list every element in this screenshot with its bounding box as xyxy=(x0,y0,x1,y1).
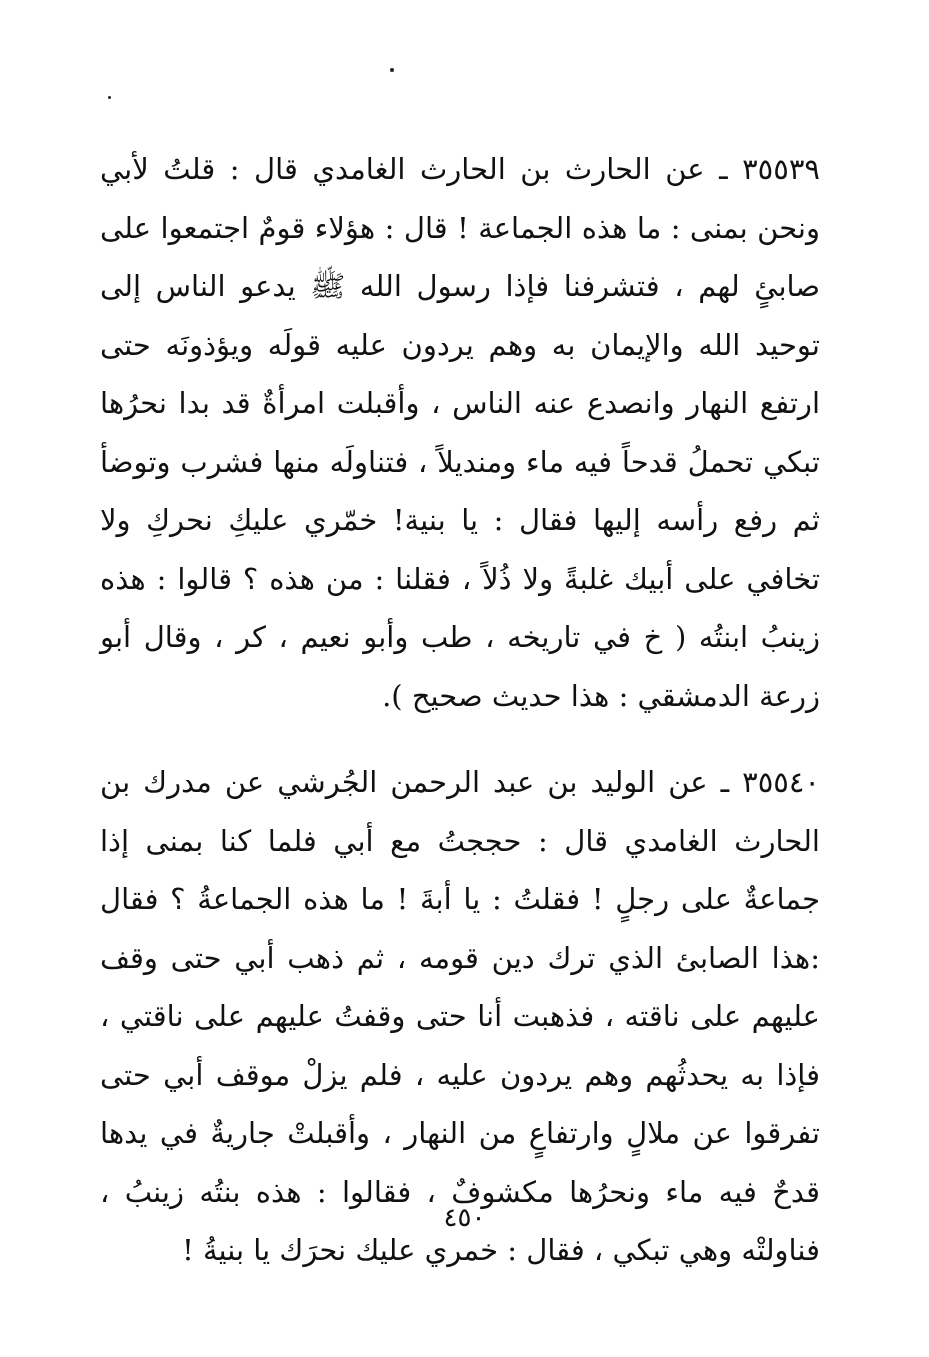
hadith-text: ـ عن الحارث بن الحارث الغامدي قال : قلتُ لأبي ونحن بمنى : ما هذه الجماعة ! قال : هؤلاء قومٌ اجتمعوا على صابئٍ لهم ، فتشرفنا فإذا رسول الله ﷺ يدعو الناس إلى توحيد الله والإيمان به وهم يردون عليه قولَه ويؤذونَه حتى ارتفع النهار وانصدع عنه الناس ، وأقبلت امرأةٌ قد بدا نحرُها تبكي تحملُ قدحاً فيه ماء ومنديلاً ، فتناولَه منها فشرب وتوضأ ثم رفع رأسه إليها فقال : يا بنية! خمّري عليكِ نحركِ ولا تخافي على أبيك غلبةً ولا ذُلاً ، فقلنا : من هذه ؟ قالوا : هذه زينبُ ابنتُه ( خ في تاريخه ، طب وأبو نعيم ، كر ، وقال أبو زرعة الدمشقي : هذا حديث صحيح ). xyxy=(100,152,820,713)
hadith-text: ـ عن الوليد بن عبد الرحمن الجُرشي عن مدرك بن الحارث الغامدي قال : حججتُ مع أبي فلما كنا بمنى إذا جماعةٌ على رجلٍ ! فقلتُ : يا أبةَ ! ما هذه الجماعةُ ؟ فقال :هذا الصابئ الذي ترك دين قومه ، ثم ذهب أبي حتى وقف عليهم على ناقته ، فذهبت أنا حتى وقفتُ عليهم على ناقتي ، فإذا به يحدثُهم وهم يردون عليه ، فلم يزلْ موقف أبي حتى تفرقوا عن ملالٍ وارتفاعٍ من النهار ، وأقبلتْ جاريةٌ في يدها قدحٌ فيه ماء ونحرُها مكشوفٌ ، فقالوا : هذه بنتُه زينبُ ، فناولتْه وهي تبكي ، فقال : خمري عليك نحرَك يا بنيةُ ! xyxy=(100,765,820,1267)
print-speck xyxy=(390,68,394,72)
hadith-entry xyxy=(100,753,820,1280)
page-body xyxy=(100,140,820,1280)
page-number: ٤٥٠ xyxy=(443,1203,486,1233)
print-speck xyxy=(108,96,111,99)
hadith-entry xyxy=(100,140,820,725)
hadith-number: ٣٥٥٣٩ xyxy=(742,152,820,186)
hadith-number: ٣٥٥٤٠ xyxy=(742,765,821,799)
